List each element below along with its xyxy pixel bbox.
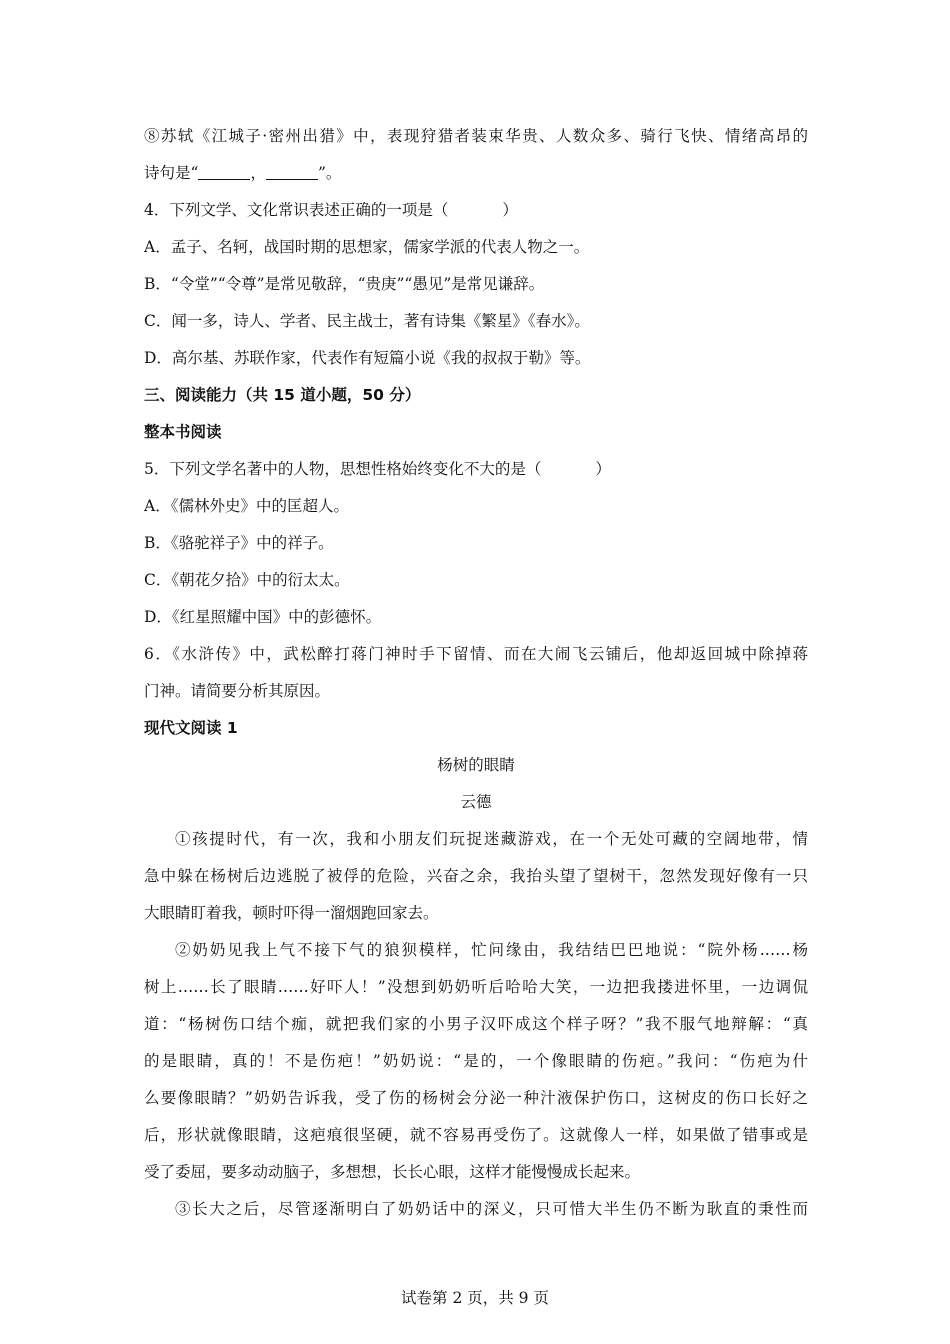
q6-line1: 6．《水浒传》中，武松醉打蒋门神时手下留情、而在大闹飞云铺后，他却返回城中除掉蒋 [144,645,808,663]
q5-option-a: A．《儒林外史》中的匡超人。 [144,497,349,515]
article-author: 云德 [460,793,492,811]
q5-stem [144,451,808,488]
paragraph-line: ③长大之后，尽管逐渐明白了奶奶话中的深义，只可惜大半生仍不断为耿直的秉性而 [175,1200,808,1218]
q4-option-a: A．孟子、名轲，战国时期的思想家，儒家学派的代表人物之一。 [144,238,590,256]
q4-stem-close: ） [502,201,518,219]
paragraph-line: 的是眼睛，真的！不是伤疤！”奶奶说：“是的，一个像眼睛的伤疤。”我问：“伤疤为什 [144,1052,808,1070]
article-title: 杨树的眼睛 [437,756,515,774]
q5-stem-text: 5．下列文学名著中的人物，思想性格始终变化不大的是（ [144,460,542,478]
q5-stem-close: ） [595,460,611,478]
page-footer: 试卷第 2 页，共 9 页 [401,1289,549,1307]
paragraph-line: 后，形状就像眼睛，这疤痕很坚硬，就不容易再受伤了。这就像人一样，如果做了错事或是 [144,1126,808,1144]
paragraph-line: 道：“杨树伤口结个痂，就把我们家的小男子汉吓成这个样子呀？”我不服气地辩解：“真 [144,1015,808,1033]
q5-option-b: B．《骆驼祥子》中的祥子。 [144,534,334,552]
q3-item8-line2 [144,155,808,192]
q4-option-b: B．“令堂”“令尊”是常见敬辞，“贵庚”“愚见”是常见谦辞。 [144,275,545,293]
paragraph-3 [144,1191,808,1228]
q3-item8-line1: ⑧苏轼《江城子·密州出猎》中，表现狩猎者装束华贵、人数众多、骑行飞快、情绪高昂的 [144,127,808,145]
paragraph-line: 急中躲在杨树后边逃脱了被俘的危险，兴奋之余，我抬头望了望树干，忽然发现好像有一只 [144,867,808,885]
q6-line2: 门神。请简要分析其原因。 [144,682,331,700]
paragraph-2 [144,932,808,1191]
paragraph-line: 树上……长了眼睛……好吓人！”没想到奶奶听后哈哈大笑，一边把我搂进怀里，一边调侃 [144,978,808,996]
paragraph-line: ①孩提时代，有一次，我和小朋友们玩捉迷藏游戏，在一个无处可藏的空阔地带，情 [175,830,808,848]
paragraph-line: 么要像眼睛？”奶奶告诉我，受了伤的杨树会分泌一种汁液保护伤口，这树皮的伤口长好之 [144,1089,808,1107]
paragraph-line: ②奶奶见我上气不接下气的狼狈模样，忙问缘由，我结结巴巴地说：“院外杨……杨 [175,941,808,959]
paragraph-line: 大眼睛盯着我，顿时吓得一溜烟跑回家去。 [144,904,439,922]
paragraph-1 [144,821,808,932]
q3-item8-separator: ， [250,164,266,182]
modern-reading-heading: 现代文阅读 1 [144,719,238,737]
section3-heading: 三、阅读能力（共 15 道小题，50 分） [144,386,421,404]
q5-option-d: D．《红星照耀中国》中的彭德怀。 [144,608,382,626]
q4-option-d: D．高尔基、苏联作家，代表作有短篇小说《我的叔叔于勒》等。 [144,349,591,367]
paragraph-line: 受了委屈，要多动动脑子，多想想，长长心眼，这样才能慢慢成长起来。 [144,1163,641,1181]
q5-option-c: C．《朝花夕拾》中的衍太太。 [144,571,350,589]
q4-stem [144,192,808,229]
whole-book-reading-heading: 整本书阅读 [144,423,222,441]
answer-blank-2 [266,163,318,180]
page-content [144,118,808,1228]
answer-blank-1 [198,163,250,180]
q3-item8-prefix: 诗句是“ [144,164,199,182]
q4-option-c: C．闻一多，诗人、学者、民主战士，著有诗集《繁星》《春水》。 [144,312,590,330]
q4-stem-text: 4．下列文学、文化常识表述正确的一项是（ [144,201,449,219]
q3-item8-suffix: ”。 [317,164,342,182]
